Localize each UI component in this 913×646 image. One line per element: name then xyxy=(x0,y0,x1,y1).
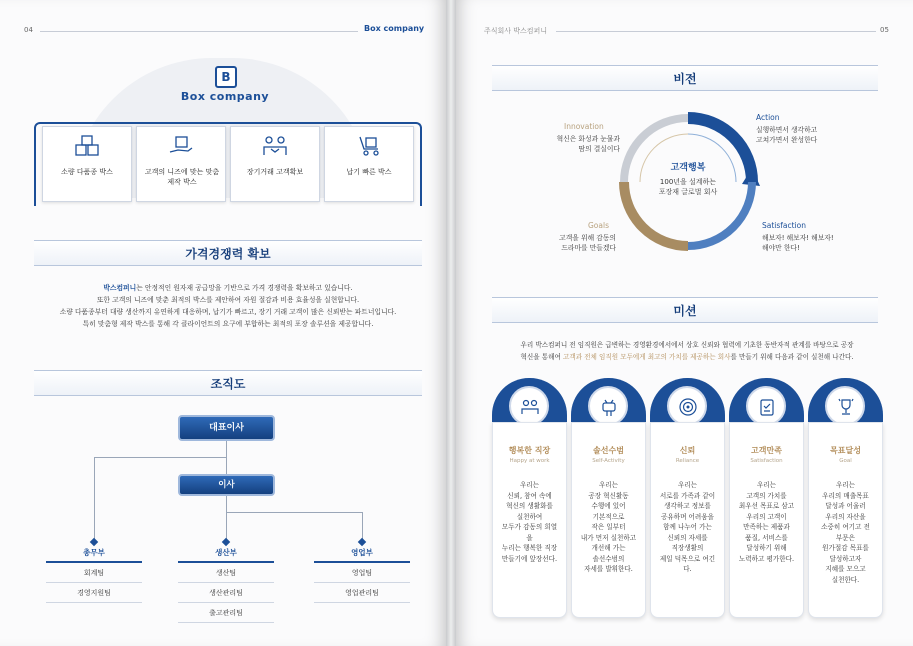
mission-section-header xyxy=(492,297,878,323)
desc-line: 기본적으로 xyxy=(592,512,625,521)
right-page xyxy=(456,0,913,646)
handshake-icon xyxy=(262,135,288,157)
desc-line: 우리의 고객이 xyxy=(746,512,787,521)
org-dept xyxy=(314,545,410,603)
book-gutter xyxy=(446,0,456,646)
org-connector xyxy=(226,512,362,513)
desc-line: 공유하며 어려움을 xyxy=(660,512,715,521)
vision-section-header xyxy=(492,65,878,91)
vision-satisfaction-label: Satisfaction xyxy=(762,221,807,230)
mission-card xyxy=(571,378,646,618)
feature-card xyxy=(136,126,226,202)
desc-line: 품질, 서비스를 xyxy=(745,533,788,542)
fist-icon xyxy=(599,397,619,417)
desc-line: 최우선 목표로 삼고 xyxy=(738,502,795,510)
desc-line: 우리의 자산을 xyxy=(825,512,866,521)
desc-line: 제일 덕목으로 여긴다. xyxy=(659,554,716,573)
desc-line: 달성과 어울러 xyxy=(825,502,866,510)
section-title: 미션 xyxy=(673,303,697,318)
running-head-left: Box company xyxy=(364,24,425,33)
mission-highlight: 고객과 전체 임직원 모두에게 최고의 가치를 제공하는 회사 xyxy=(562,353,731,361)
desc-line: 신뢰의 자세를 xyxy=(667,533,708,542)
team-item: 생산팀 xyxy=(178,563,274,583)
desc-line: 만족하는 제품과 xyxy=(743,523,790,531)
org-dept xyxy=(46,545,142,603)
mission-card xyxy=(729,378,804,618)
team-icon xyxy=(520,397,540,417)
mission-card-desc xyxy=(493,480,566,564)
desc-line: 서로를 가족과 같이 xyxy=(659,491,716,500)
desc-line: 지혜를 모으고 xyxy=(825,565,866,573)
desc-line: 원가절감 목표를 xyxy=(822,544,869,552)
vision-action-text: 실행하면서 생각하고 고쳐가면서 완성한다 xyxy=(756,126,818,144)
desc-line: 솔선수범의 xyxy=(592,554,625,563)
desc-line: 노력하고 평가한다. xyxy=(738,554,795,563)
mission-card-desc xyxy=(730,480,803,564)
vision-center: 고객행복 100년을 설계하는 포장재 글로벌 회사 xyxy=(644,160,732,197)
team-item: 경영지원팀 xyxy=(46,583,142,603)
desc-line: 실천하여 xyxy=(516,512,543,521)
logo-icon: B xyxy=(215,66,237,88)
desc-line: 생각하고 정보를 xyxy=(664,502,711,510)
desc-line: 우리는 xyxy=(519,481,540,489)
dept-name: 생산부 xyxy=(178,545,274,563)
desc-line: 우리는 xyxy=(677,481,698,489)
vision-satisfaction-text: 해보자! 해보자! 해보자! 해야만 한다! xyxy=(762,234,834,252)
desc-line: 신뢰, 참여 속에 xyxy=(507,491,552,500)
org-dept xyxy=(178,545,274,623)
team-item: 출고관리팀 xyxy=(178,603,274,623)
feature-label: 장기거래 고객확보 xyxy=(246,168,304,176)
logo-text: Box company xyxy=(180,90,270,103)
desc-line: 달성하고자 xyxy=(829,554,862,563)
boxes-icon xyxy=(74,135,100,157)
desc-line: 공장 혁신활동 xyxy=(588,491,629,500)
desc-line: 실천한다. xyxy=(831,575,860,584)
desc-line: 우리의 매출목표 xyxy=(822,491,869,500)
mission-card-en: Happy at work xyxy=(509,458,550,464)
dept-name: 총무부 xyxy=(46,545,142,563)
hand-box-icon xyxy=(168,135,194,157)
org-connector xyxy=(94,457,95,545)
trophy-icon xyxy=(836,397,856,417)
clipboard-icon xyxy=(757,397,777,417)
team-item: 회계팀 xyxy=(46,563,142,583)
vision-goals-text: 고객을 위해 감동의 드라마를 만들겠다 xyxy=(559,234,616,252)
desc-line: 내가 먼저 실천하고 xyxy=(580,533,637,542)
price-paragraph: 박스컴퍼니는 안정적인 원자재 공급망을 기반으로 가격 경쟁력을 확보하고 있습니다. 또한 고객의 니즈에 맞춘 최적의 박스를 제안하여 자원 절감과 비용 효율성을 실현합니다. 소량 다품종부터 대량 생산까지 유연하게 대응하며, 납기가 빠르고, 장기 거래 고객이 많은 신뢰받는 파트너입니다. 특히 맞춤형 제작 박스를 통해 각 클라이언트의 요구에 부합하는 최적의 포장 솔루션을 제공합니다. xyxy=(59,284,397,328)
mission-card-title: 신뢰 xyxy=(679,446,696,455)
desc-line: 부문은 xyxy=(835,533,856,542)
desc-line: 함께 나누어 가는 xyxy=(663,523,712,531)
mission-card xyxy=(492,378,567,618)
header-rule xyxy=(40,31,358,32)
org-ceo: 대표이사 xyxy=(178,415,275,441)
feature-label: 납기 빠른 박스 xyxy=(346,168,392,176)
section-title: 가격경쟁력 확보 xyxy=(185,246,271,261)
feature-card xyxy=(324,126,414,202)
section-title: 조직도 xyxy=(210,376,246,391)
team-item: 생산관리팀 xyxy=(178,583,274,603)
feature-card xyxy=(42,126,132,202)
dept-name: 영업부 xyxy=(314,545,410,563)
price-section-header xyxy=(34,240,422,266)
mission-card-title: 행복한 직장 xyxy=(508,446,551,455)
vision-innovation-text: 혁신은 화성과 눈물과 땀의 결실이다 xyxy=(556,135,620,153)
desc-line: 수행에 있어 xyxy=(591,502,626,510)
page-number-left: 04 xyxy=(24,26,33,34)
mission-card xyxy=(808,378,883,618)
mission-card-title: 솔선수범 xyxy=(593,446,624,455)
mission-intro: 우리 박스컴퍼니 전 임직원은 급변하는 경영환경에서에서 상호 신뢰와 협력에 기초한 동반자적 관계를 바탕으로 공장 혁신을 통해여 고객과 전체 임직원 모두에게 최고의 가치를 제공하는 회사를 만들기 위해 다음과 같이 실천해 나간다. xyxy=(520,341,854,361)
team-item: 영업관리팀 xyxy=(314,583,410,603)
mission-card-title: 목표달성 xyxy=(830,446,861,455)
mission-card-title: 고객만족 xyxy=(751,446,782,455)
mission-card-en: Self-Activity xyxy=(592,458,625,464)
desc-line: 고객의 가치를 xyxy=(746,491,787,500)
vision-innovation-label: Innovation xyxy=(564,122,604,131)
desc-line: 개선해 가는 xyxy=(591,544,626,552)
vision-action-label: Action xyxy=(756,113,780,122)
section-title: 비전 xyxy=(673,71,697,86)
desc-line: 누리는 행복한 직장 xyxy=(501,544,558,552)
page-number-right: 05 xyxy=(880,26,889,34)
desc-line: 혁신의 생활화를 xyxy=(506,502,553,510)
brand-name: 박스컴퍼니 xyxy=(103,284,137,292)
mission-card-desc xyxy=(651,480,724,575)
desc-line: 직장생활의 xyxy=(671,544,704,552)
vision-center-title: 고객행복 xyxy=(670,163,706,173)
mission-card-desc xyxy=(572,480,645,575)
target-icon xyxy=(678,397,698,417)
mission-card-en: Goal xyxy=(839,458,852,464)
delivery-icon xyxy=(356,135,382,157)
mission-card-en: Satisfaction xyxy=(750,458,783,464)
mission-card-desc xyxy=(809,480,882,585)
desc-line: 달성하기 위해 xyxy=(746,544,787,552)
left-page xyxy=(0,0,446,646)
team-item: 영업팀 xyxy=(314,563,410,583)
feature-card xyxy=(230,126,320,202)
desc-line: 우리는 xyxy=(835,481,856,489)
running-head-right: 주식회사 박스컴퍼니 xyxy=(484,27,548,35)
vision-goals-label: Goals xyxy=(588,221,609,230)
org-section-header xyxy=(34,370,422,396)
org-connector xyxy=(94,457,226,458)
desc-line: 작은 일부터 xyxy=(591,523,626,531)
header-rule xyxy=(556,31,876,32)
org-exec: 이사 xyxy=(178,474,275,496)
desc-line: 만들기에 앞장선다. xyxy=(501,554,558,563)
desc-line: 우리는 xyxy=(598,481,619,489)
mission-card xyxy=(650,378,725,618)
desc-line: 우리는 xyxy=(756,481,777,489)
desc-line: 소중히 여기고 전 xyxy=(821,523,870,531)
feature-label: 고객의 니즈에 맞는 맞춤 제작 박스 xyxy=(144,168,220,186)
feature-label: 소량 다품종 박스 xyxy=(61,168,113,176)
desc-line: 모두가 감동의 희열을 xyxy=(501,523,558,542)
desc-line: 자세를 발휘한다. xyxy=(584,565,633,573)
mission-card-en: Reliance xyxy=(675,458,700,464)
